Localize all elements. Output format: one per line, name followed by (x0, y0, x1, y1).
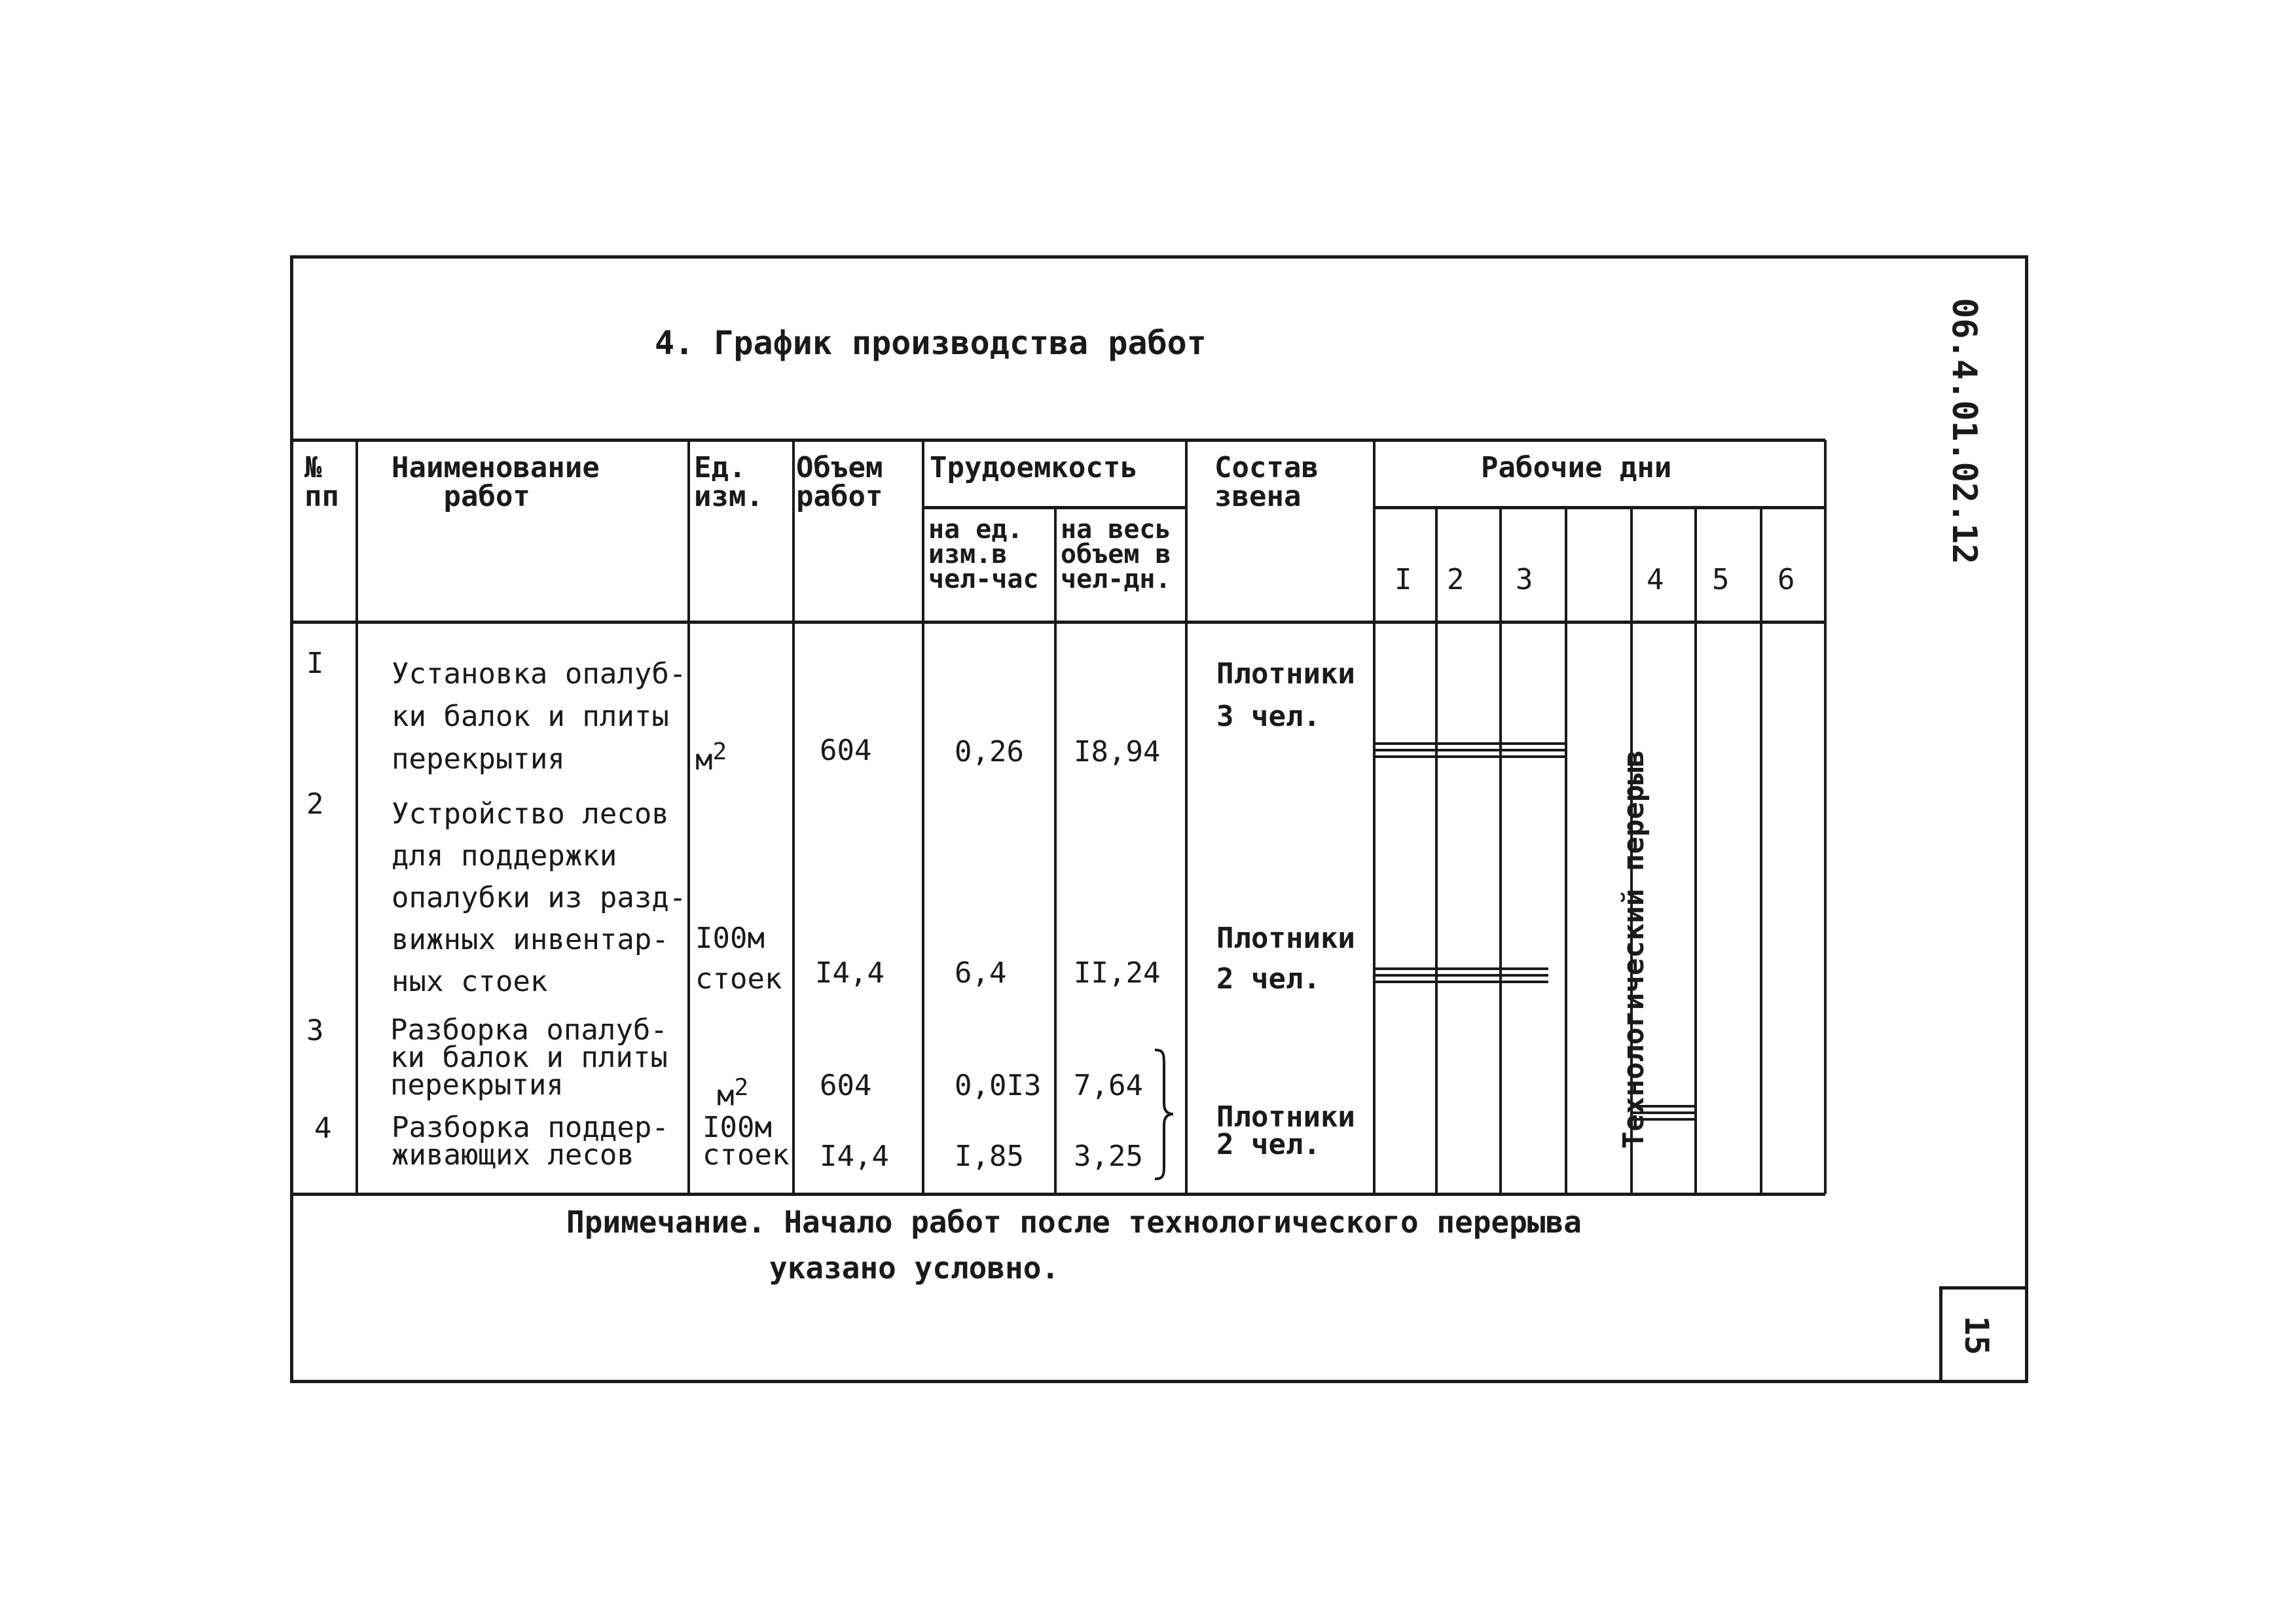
row-crew: Плотники 2 чел. (1216, 1100, 1355, 1161)
unit-superscript: 2 (734, 1074, 749, 1101)
row-labor-unit: 0,0I3 (955, 1069, 1042, 1102)
row-volume: 604 (820, 734, 872, 767)
row-name: Установка опалуб- ки балок и плиты перекрытия (392, 657, 687, 776)
row-crew: Плотники 2 чел. (1216, 922, 1355, 996)
header-labor-total: на весь объем в чел-дн. (1061, 514, 1171, 594)
gantt-bar-line (1375, 974, 1548, 977)
gantt-bar-line (1375, 742, 1565, 745)
col-divider (1054, 507, 1057, 1194)
note-line-1: Примечание. Начало работ после технологического перерыва (566, 1204, 1582, 1240)
header-num: № пп (304, 451, 339, 513)
row-labor-unit: 6,4 (955, 956, 1007, 990)
header-days: Рабочие дни (1481, 451, 1672, 484)
col-divider (355, 440, 358, 1194)
table-right-border (1824, 440, 1827, 1194)
gantt-bar-line (1375, 981, 1548, 983)
grouping-brace (1152, 1047, 1176, 1182)
header-bottom-border (293, 621, 1825, 624)
col-divider (922, 440, 924, 1194)
row-labor-unit: 0,26 (955, 735, 1024, 768)
header-unit: Ед. изм. (694, 451, 763, 513)
day-col-5: 5 (1712, 563, 1730, 596)
gantt-bar-line (1375, 967, 1548, 970)
col-divider (792, 440, 795, 1194)
doc-code: 06.4.01.02.12 (1944, 298, 1984, 564)
gantt-bar-line (1375, 755, 1565, 758)
row-unit: $м^2$ (695, 738, 727, 777)
page-title: 4. График производства работ (655, 324, 1207, 362)
row-labor-unit: I,85 (955, 1140, 1024, 1173)
row-crew: Плотники 3 чел. (1216, 657, 1355, 733)
table-top-border (293, 439, 1825, 442)
col-divider (1694, 507, 1697, 1194)
day-col-1: I (1394, 563, 1412, 596)
col-divider (1499, 507, 1502, 1194)
row-volume: 604 (820, 1069, 872, 1102)
col-divider (1565, 507, 1567, 1194)
row-name: Устройство лесов для поддержки опалубки из разд- вижных инвентар- ных стоек (392, 797, 687, 998)
col-divider (1185, 440, 1188, 1194)
row-name: Разборка опалуб- ки балок и плиты перекрытия (390, 1013, 668, 1102)
day-col-6: 6 (1777, 563, 1795, 596)
row-num: 3 (306, 1014, 324, 1047)
header-volume: Объем работ (796, 451, 883, 513)
day-col-4: 4 (1647, 563, 1664, 596)
day-col-2: 2 (1447, 563, 1465, 596)
header-crew: Состав звена (1214, 451, 1319, 513)
row-num: I (306, 647, 324, 680)
note-line-2: указано условно. (769, 1250, 1060, 1286)
day-col-3: 3 (1516, 563, 1533, 596)
col-divider (1373, 440, 1376, 1194)
row-unit: I00м стоек (702, 1111, 790, 1172)
col-divider (687, 440, 690, 1194)
row-name: Разборка поддер- живающих лесов (392, 1111, 669, 1172)
row-labor-total: 7,64 (1074, 1069, 1143, 1102)
days-sub-border (1373, 506, 1825, 509)
table-bottom-border (293, 1193, 1825, 1196)
unit-superscript: 2 (712, 738, 727, 765)
gantt-bar-line (1375, 749, 1565, 751)
row-num: 2 (306, 787, 324, 821)
col-divider (1760, 507, 1762, 1194)
row-labor-total: I8,94 (1074, 735, 1161, 768)
col-divider (1435, 507, 1438, 1194)
row-labor-total: 3,25 (1074, 1140, 1143, 1173)
row-unit: $м^2$ (717, 1074, 749, 1113)
page-number: 15 (1958, 1316, 1995, 1356)
row-volume: I4,4 (820, 1140, 889, 1173)
header-labor: Трудоемкость (930, 451, 1138, 484)
row-num: 4 (314, 1111, 332, 1145)
header-name: Наименование работ (392, 451, 600, 513)
row-volume: I4,4 (815, 956, 884, 990)
row-labor-total: II,24 (1074, 956, 1161, 990)
tech-break-label: Технологический перерыв (1617, 749, 1650, 1149)
row-unit: I00м стоек (695, 922, 782, 996)
header-labor-unit: на ед. изм.в чел-час (928, 514, 1039, 594)
